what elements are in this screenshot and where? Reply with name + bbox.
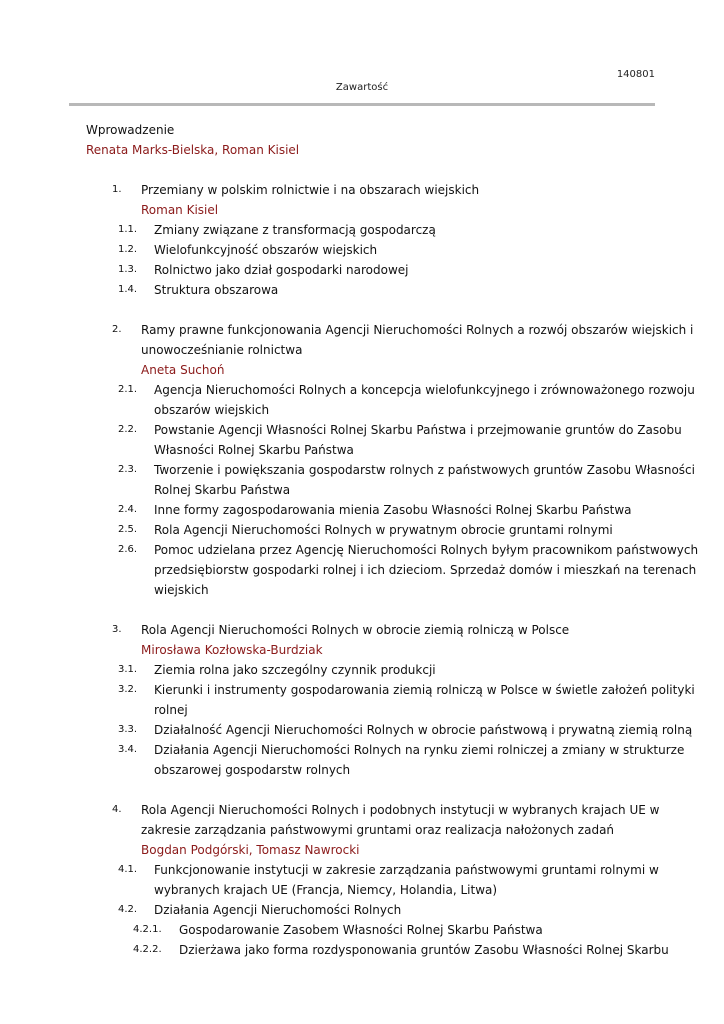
section-entry [86,260,656,280]
chapter-entry [86,180,656,220]
section-body [154,220,656,240]
header-divider [69,103,655,106]
section-title[interactable]: przedsiębiorstw gospodarki rolnej i ich dzieciom. Sprzedaż domów i mieszkań na terenach [154,563,697,577]
section-title[interactable]: Inne formy zagospodarowania mienia Zasobu Własności Rolnej Skarbu Państwa [154,503,632,517]
section-entry [86,240,656,260]
subsection-number: 4.2.1. [133,924,162,935]
subsection-number: 4.2.2. [133,944,162,955]
subsection-entry [86,920,656,940]
section-title[interactable]: obszarów wiejskich [154,403,270,417]
chapter-number: 2. [112,324,122,335]
section-entry [86,680,695,720]
chapter-title[interactable]: Przemiany w polskim rolnictwie i na obszarach wiejskich [141,183,480,197]
section-number: 1.4. [118,284,138,295]
section-title[interactable]: Pomoc udzielana przez Agencję Nieruchomości Rolnych byłym pracownikom państwowych [154,543,699,557]
section-body [154,420,682,460]
chapter-body [141,620,656,660]
chapter-entry [86,800,660,860]
section-entry [86,540,699,600]
section-title[interactable]: Wielofunkcyjność obszarów wiejskich [154,243,378,257]
section-number: 3.1. [118,664,138,675]
section-title[interactable]: rolnej [154,703,188,717]
section-body [154,720,692,740]
chapter-title[interactable]: unowocześnianie rolnictwa [141,343,303,357]
section-title[interactable]: Działania Agencji Nieruchomości Rolnych na rynku ziemi rolniczej a zmiany w strukturze [154,743,685,757]
chapter-author: Aneta Suchoń [141,363,225,377]
section-number: 1.2. [118,244,138,255]
section-title[interactable]: Działalność Agencji Nieruchomości Rolnych w obrocie państwową i prywatną ziemią rolną [154,723,693,737]
section-title[interactable]: obszarowej gospodarstw rolnych [154,763,351,777]
chapter-author: Bogdan Podgórski, Tomasz Nawrocki [141,843,360,857]
section-entry [86,860,659,900]
subsection-body [179,940,669,960]
subsection-title[interactable]: Gospodarowanie Zasobem Własności Rolnej Skarbu Państwa [179,923,543,937]
chapter-title[interactable]: Rola Agencji Nieruchomości Rolnych i podobnych instytucji w wybranych krajach UE w [141,803,660,817]
section-number: 2.3. [118,464,138,475]
section-body [154,280,656,300]
section-body [154,380,695,420]
section-entry [86,220,656,240]
section-title[interactable]: Funkcjonowanie instytucji w zakresie zarządzania państwowymi gruntami rolnymi w [154,863,659,877]
section-number: 3.3. [118,724,138,735]
section-title[interactable]: Struktura obszarowa [154,283,279,297]
section-entry [86,460,695,500]
chapter-number: 1. [112,184,122,195]
section-title[interactable]: Zmiany związane z transformacją gospodarczą [154,223,436,237]
section-number: 3.2. [118,684,138,695]
section-entry [86,520,656,540]
section-body [154,680,695,720]
chapter-list [86,180,699,960]
chapter-body [141,180,656,220]
section-number: 3.4. [118,744,138,755]
chapter-number: 3. [112,624,122,635]
spacer [86,160,656,180]
section-title[interactable]: Powstanie Agencji Własności Rolnej Skarbu Państwa i przejmowanie gruntów do Zasobu [154,423,682,437]
section-number: 2.2. [118,424,138,435]
section-body [154,500,656,520]
section-number: 2.5. [118,524,138,535]
section-number: 2.1. [118,384,138,395]
section-body [154,260,656,280]
section-title[interactable]: Rolnej Skarbu Państwa [154,483,291,497]
section-number: 1.1. [118,224,138,235]
section-entry [86,900,656,920]
section-number: 4.1. [118,864,138,875]
section-entry [86,720,693,740]
section-entry [86,500,656,520]
chapter-body [141,320,693,380]
chapter-title[interactable]: Ramy prawne funkcjonowania Agencji Nieruchomości Rolnych a rozwój obszarów wiejskich i [141,323,694,337]
section-title[interactable]: wybranych krajach UE (Francja, Niemcy, Holandia, Litwa) [154,883,498,897]
subsection-body [179,920,656,940]
section-body [154,900,656,920]
page-title: Zawartość [335,82,389,93]
section-title[interactable]: Ziemia rolna jako szczególny czynnik produkcji [154,663,436,677]
section-title[interactable]: wiejskich [154,583,209,597]
section-title[interactable]: Kierunki i instrumenty gospodarowania ziemią rolniczą w Polsce w świetle założeń polityki [154,683,695,697]
section-title[interactable]: Rolnictwo jako dział gospodarki narodowej [154,263,409,277]
section-entry [86,420,682,460]
document-id: 140801 [616,69,655,80]
chapter-author: Mirosława Kozłowska-Burdziak [141,643,323,657]
section-entry [86,660,656,680]
section-body [154,460,695,500]
chapter-author: Roman Kisiel [141,203,219,217]
section-body [154,520,656,540]
section-entry [86,740,685,780]
intro-title[interactable]: Wprowadzenie [86,123,175,137]
chapter-title[interactable]: zakresie zarządzania państwowymi gruntami oraz realizacja nałożonych zadań [141,823,615,837]
section-entry [86,380,695,420]
section-title[interactable]: Tworzenie i powiększania gospodarstw rolnych z państwowych gruntów Zasobu Własności [154,463,695,477]
section-body [154,860,659,900]
section-body [154,240,656,260]
section-number: 1.3. [118,264,138,275]
chapter-entry [86,620,656,660]
table-of-contents [86,120,699,960]
subsection-entry [86,940,669,960]
section-number: 2.6. [118,544,138,555]
intro-authors: Renata Marks-Bielska, Roman Kisiel [86,143,300,157]
section-number: 4.2. [118,904,138,915]
section-body [154,660,656,680]
chapter-entry [86,320,694,380]
subsection-title[interactable]: Dzierżawa jako forma rozdysponowania gruntów Zasobu Własności Rolnej Skarbu [179,943,669,957]
section-title[interactable]: Agencja Nieruchomości Rolnych a koncepcja wielofunkcyjnego i zrównoważonego rozwoju [154,383,695,397]
section-number: 2.4. [118,504,138,515]
section-body [154,540,698,600]
section-title[interactable]: Własności Rolnej Skarbu Państwa [154,443,354,457]
section-title[interactable]: Działania Agencji Nieruchomości Rolnych [154,903,402,917]
chapter-title[interactable]: Rola Agencji Nieruchomości Rolnych w obrocie ziemią rolniczą w Polsce [141,623,570,637]
chapter-number: 4. [112,804,122,815]
chapter-body [141,800,659,860]
section-body [154,740,684,780]
section-entry [86,280,656,300]
section-title[interactable]: Rola Agencji Nieruchomości Rolnych w prywatnym obrocie gruntami rolnymi [154,523,613,537]
